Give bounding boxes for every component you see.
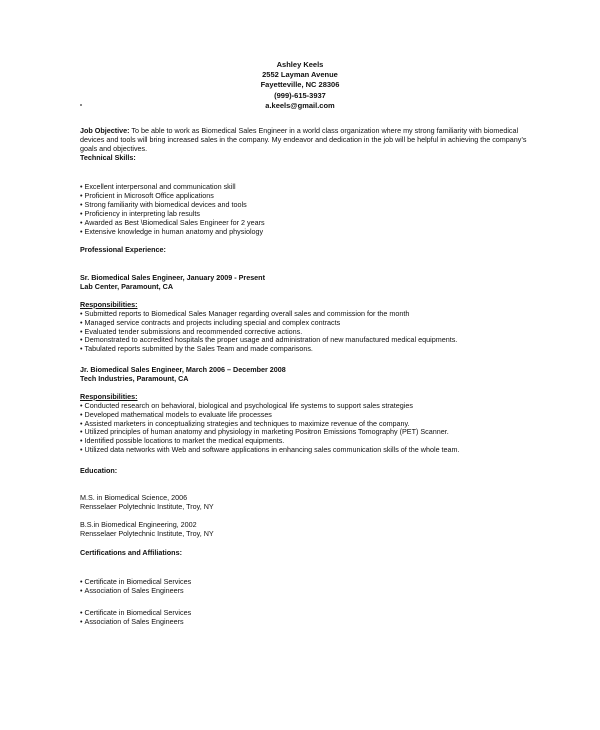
job-entry-1 [80, 274, 540, 354]
list-item: • Excellent interpersonal and communication skill [80, 183, 540, 192]
list-item: • Identified possible locations to market the medical equipments. [80, 437, 540, 446]
list-item: • Proficiency in interpreting lab results [80, 210, 540, 219]
skills-heading: Technical Skills: [80, 153, 136, 162]
list-item: • Extensive knowledge in human anatomy and physiology [80, 228, 540, 237]
school: Rensselaer Polytechnic Institute, Troy, NY [80, 501, 214, 511]
street-address: 2552 Layman Avenue [262, 70, 338, 80]
certifications-list-1 [80, 578, 540, 596]
list-item: • Assisted marketers in conceptualizing strategies and techniques to maximize revenue of the company. [80, 420, 540, 429]
contact-header [200, 60, 400, 111]
applicant-name: Ashley Keels [276, 60, 324, 69]
degree: B.S.in Biomedical Engineering, 2002 [80, 520, 197, 529]
responsibilities-heading: Responsibilities: [80, 391, 138, 401]
job-objective [80, 127, 540, 154]
list-item: • Association of Sales Engineers [80, 618, 540, 627]
job-company: Lab Center, Paramount, CA [80, 281, 174, 291]
school: Rensselaer Polytechnic Institute, Troy, NY [80, 528, 214, 538]
job-entry-2 [80, 366, 540, 455]
job-title: Jr. Biomedical Sales Engineer, March 2006 – December 2008 [80, 365, 286, 374]
list-item: • Proficient in Microsoft Office applications [80, 192, 540, 201]
list-item: • Association of Sales Engineers [80, 587, 540, 596]
city-state-zip: Fayetteville, NC 28306 [260, 80, 340, 90]
list-item: • Evaluated tender submissions and recommended corrective actions. [80, 328, 540, 337]
list-item: • Utilized principles of human anatomy and physiology in marketing Positron Emissions Tomography (PET) Scanner. [80, 428, 540, 437]
responsibilities-list [80, 402, 540, 455]
list-item: • Developed mathematical models to evaluate life processes [80, 411, 540, 420]
certifications-list-2 [80, 609, 540, 627]
education-entry-2 [80, 521, 540, 539]
list-item: • Certificate in Biomedical Services [80, 609, 540, 618]
list-item: • Awarded as Best \Biomedical Sales Engineer for 2 years [80, 219, 540, 228]
objective-text: To be able to work as Biomedical Sales Engineer in a world class organization where my strong familiarity with biomedical devices and tools will bring increased sales in the company. My endeavor and dedication in the job will be helpful in achieving the company’s goals and objectives. [80, 126, 527, 153]
objective-label: Job Objective: [80, 126, 130, 135]
job-title: Sr. Biomedical Sales Engineer, January 2009 - Present [80, 273, 265, 282]
phone-number: (999)-615-3937 [274, 90, 326, 100]
list-item: • Submitted reports to Biomedical Sales Manager regarding overall sales and commission for the month [80, 310, 540, 319]
list-item: • Utilized data networks with Web and software applications in enhancing sales communication skills of the whole team. [80, 446, 540, 455]
degree: M.S. in Biomedical Science, 2006 [80, 493, 188, 502]
job-company: Tech Industries, Paramount, CA [80, 373, 189, 383]
list-item: • Conducted research on behavioral, biological and psychological life systems to support sales strategies [80, 402, 540, 411]
responsibilities-heading: Responsibilities: [80, 299, 138, 309]
stray-dot [80, 104, 82, 106]
email-address: a.keels@gmail.com [265, 100, 335, 110]
list-item: • Certificate in Biomedical Services [80, 578, 540, 587]
list-item: • Managed service contracts and projects including special and complex contracts [80, 319, 540, 328]
education-entry-1 [80, 494, 540, 512]
certifications-heading: Certifications and Affiliations: [80, 548, 182, 557]
experience-heading: Professional Experience: [80, 245, 166, 254]
list-item: • Demonstrated to accredited hospitals the proper usage and administration of new manufactured medical equipments. [80, 336, 540, 345]
skills-list [80, 183, 540, 236]
list-item: • Tabulated reports submitted by the Sales Team and made comparisons. [80, 345, 540, 354]
list-item: • Strong familiarity with biomedical devices and tools [80, 201, 540, 210]
education-heading: Education: [80, 466, 118, 475]
responsibilities-list [80, 310, 540, 355]
